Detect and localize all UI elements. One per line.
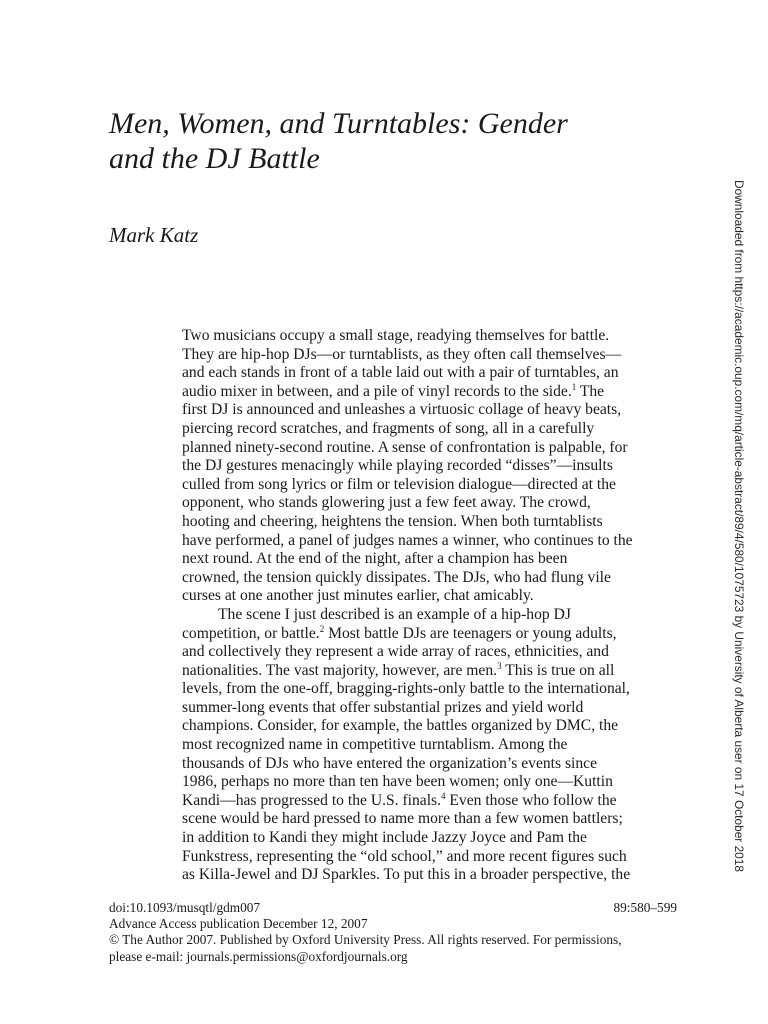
body-line — [182, 736, 682, 755]
body-line-text: Kandi—has progressed to the U.S. finals. — [182, 791, 441, 809]
body-line — [182, 457, 682, 476]
body-line-text: summer-long events that offer substantial prizes and yield world — [182, 698, 584, 716]
body-line — [182, 866, 682, 885]
body-line-text: next round. At the end of the night, after a champion has been — [182, 550, 568, 568]
body-line-text: Two musicians occupy a small stage, readying themselves for battle. — [182, 327, 610, 344]
footnote-marker[interactable]: 2 — [319, 623, 325, 634]
body-line-text: first DJ is announced and unleashes a virtuosic collage of heavy beats, — [182, 401, 622, 419]
body-line — [182, 680, 682, 699]
body-line — [182, 773, 682, 792]
body-line-text: and collectively they represent a wide array of races, ethnicities, and — [182, 643, 609, 661]
body-line — [182, 476, 682, 495]
body-line — [182, 587, 682, 606]
body-line-text: in addition to Kandi they might include Jazzy Joyce and Pam the — [182, 829, 587, 847]
body-line-text: Most battle DJs are teenagers or young adults, — [324, 624, 617, 642]
body-line-text: most recognized name in competitive turntablism. Among the — [182, 736, 568, 754]
body-line — [182, 717, 682, 736]
body-line-text: The — [576, 382, 605, 400]
article-title — [109, 106, 709, 176]
body-line — [182, 643, 682, 662]
permissions-email-text: please e-mail: journals.permissions@oxfordjournals.org — [109, 948, 408, 964]
body-line — [182, 550, 682, 569]
body-line-text: opponent, who stands glowering just a few feet away. The crowd, — [182, 494, 591, 512]
body-line-text: The scene I just described is an example of a hip-hop DJ — [218, 605, 571, 623]
body-line — [182, 810, 682, 829]
body-line — [182, 327, 682, 346]
body-line — [182, 792, 682, 811]
article-author: Mark Katz — [109, 223, 199, 247]
body-line-text: audio mixer in between, and a pile of vinyl records to the side. — [182, 382, 572, 400]
body-line — [182, 606, 682, 625]
body-line-text: levels, from the one-off, bragging-rights-only battle to the international, — [182, 680, 630, 698]
body-line — [182, 848, 682, 867]
body-line-text: champions. Consider, for example, the battles organized by DMC, the — [182, 717, 619, 735]
body-line-text: Funkstress, representing the “old school,” and more recent figures such — [182, 847, 627, 865]
body-line-text: and each stands in front of a table laid out with a pair of turntables, an — [182, 364, 619, 382]
body-line-text: Even those who follow the — [445, 791, 617, 809]
footnote-marker[interactable]: 3 — [497, 660, 502, 671]
body-line-text: hooting and cheering, heightens the tension. When both turntablists — [182, 512, 603, 530]
body-line — [182, 662, 682, 681]
body-line — [182, 364, 682, 383]
body-line — [182, 829, 682, 848]
body-line-text: crowned, the tension quickly dissipates. The DJs, who had flung vile — [182, 568, 611, 586]
body-line-text: nationalities. The vast majority, however, are men. — [182, 661, 498, 679]
body-line — [182, 494, 682, 513]
body-line — [182, 439, 682, 458]
body-line — [182, 755, 682, 774]
body-line — [182, 569, 682, 588]
doi-text: doi:10.1093/musqtl/gdm007 — [109, 900, 261, 915]
body-line-text: curses at one another just minutes earlier, chat amicably. — [182, 587, 534, 605]
article-body — [182, 327, 682, 885]
body-line-text: thousands of DJs who have entered the organization’s events since — [182, 754, 598, 772]
body-line-text: This is true on all — [501, 661, 615, 679]
body-line — [182, 699, 682, 718]
body-line-text: They are hip-hop DJs—or turntablists, as they often call themselves— — [182, 345, 622, 363]
body-line-text: culled from song lyrics or film or television dialogue—directed at the — [182, 475, 616, 493]
body-line — [182, 513, 682, 532]
advance-access-text: Advance Access publication December 12, 2007 — [109, 916, 368, 932]
body-line — [182, 383, 682, 402]
body-line — [182, 625, 682, 644]
body-line-text: planned ninety-second routine. A sense of confrontation is palpable, for — [182, 438, 628, 456]
copyright-text: © The Author 2007. Published by Oxford University Press. All rights reserved. For permissions, — [109, 932, 622, 948]
body-line-text: the DJ gestures menacingly while playing recorded “disses”—insults — [182, 457, 613, 475]
article-title-line: Men, Women, and Turntables: Gender — [109, 107, 568, 140]
body-line-text: scene would be hard pressed to name more than a few women battlers; — [182, 810, 623, 828]
body-line-text: 1986, perhaps no more than ten have been women; only one—Kuttin — [182, 773, 613, 791]
footer-doi-row — [109, 900, 677, 916]
footnote-marker[interactable]: 1 — [571, 381, 577, 392]
body-line-text: as Killa-Jewel and DJ Sparkles. To put this in a broader perspective, the — [182, 866, 631, 884]
body-line — [182, 346, 682, 365]
body-line — [182, 420, 682, 439]
article-footer — [109, 900, 677, 965]
body-line — [182, 532, 682, 551]
footnote-marker[interactable]: 4 — [441, 790, 446, 801]
download-sidebar — [732, 180, 746, 873]
body-line — [182, 401, 682, 420]
body-line-text: piercing record scratches, and fragments of song, all in a carefully — [182, 419, 595, 437]
body-line-text: have performed, a panel of judges names a winner, who continues to the — [182, 531, 633, 549]
download-notice: Downloaded from https://academic.oup.com/mq/article-abstract/89/4/580/1075723 by University of Alberta user on 17 October 2018 — [732, 180, 746, 873]
body-line-text: competition, or battle. — [182, 624, 320, 642]
article-title-line: and the DJ Battle — [109, 142, 320, 175]
page-range: 89:580–599 — [613, 900, 677, 915]
